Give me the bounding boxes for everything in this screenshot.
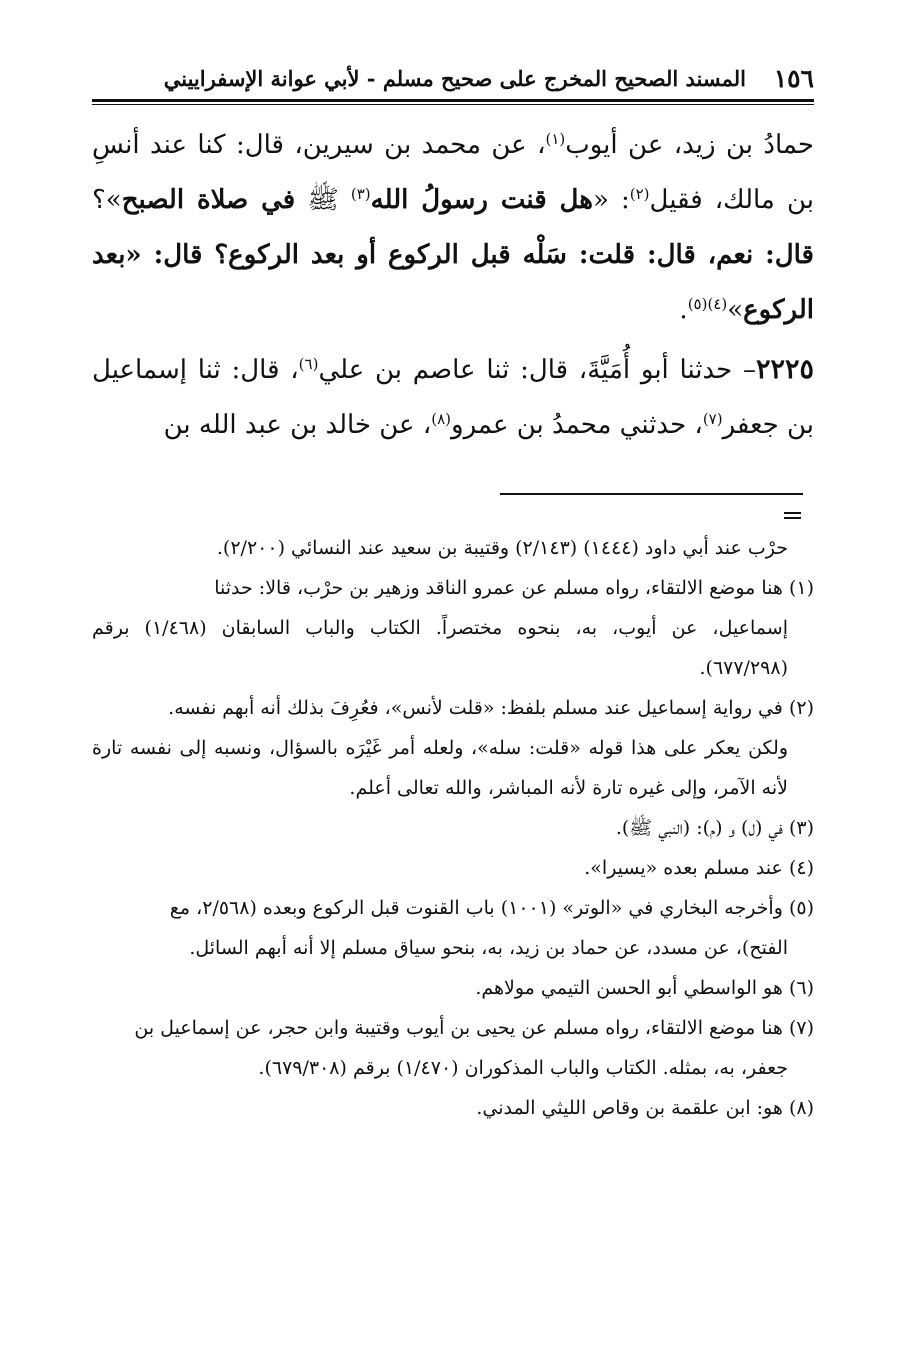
footnote-7: (٧) هنا موضع الالتقاء، رواه مسلم عن يحيى بن أيوب وقتيبة وابن حجر، عن إسماعيل بن جعفر، به، بمثله. الكتاب والباب المذكوران (١/٤٧٠) برقم (٦٧٩/٣٠٨). [134,1017,814,1079]
footnote-2: (٢) في رواية إسماعيل عند مسلم بلفظ: «قلت لأنس»، فعُرِفَ بذلك أنه أبهم نفسه. ولكن يعكر على هذا قوله «قلت: سله»، ولعله أمر غَيْرَه بالسؤال، ونسبه إلى نفسه تارة لأنه الآمر، وإلى غيره تارة لأنه المباشر، والله تعالى أعلم. [92,697,814,799]
footnote-ref: (٧) [702,410,723,428]
footnote-8: (٨) هو: ابن علقمة بن وقاص الليثي المدني. [476,1097,814,1119]
footnotes [92,528,814,1128]
footnote-ref: (١) [545,130,566,148]
footnote-ref: (٣) [350,185,371,203]
running-title: المسند الصحيح المخرج على صحيح مسلم - لأبي عوانة الإسفراييني [163,66,746,91]
footnote-continuation: حرْب عند أبي داود (١٤٤٤) (٢/١٤٣) وقتيبة بن سعيد عند النسائي (٢/٢٠٠). [216,537,788,559]
footnote-ref: (٨) [431,410,452,428]
footnote-4: (٤) عند مسلم بعده «يسيرا». [584,857,814,879]
main-text [92,118,814,453]
footnote-6: (٦) هو الواسطي أبو الحسن التيمي مولاهم. [475,977,814,999]
footnote-ref: (٦) [298,355,319,373]
footnote-ref: (٢) [629,185,650,203]
footnote-1: (١) هنا موضع الالتقاء، رواه مسلم عن عمرو الناقد وزهير بن حرْب، قالا: حدثنا إسماعيل، عن أيوب، به، بنحوه مختصراً. الكتاب والباب السابقان (١/٤٦٨) برقم (٦٧٧/٢٩٨). [92,577,814,679]
footnote-separator [500,493,803,495]
bold-quote: هل قنت رسولُ الله [370,185,593,215]
footnote-ref: (٤)(٥) [687,295,728,313]
paragraph-continuation: حمادُ بن زيد، عن أيوب$^{(١)}$، عن محمد بن سيرين، قال: كنا عند أنسِ بن مالك، فقيل$^{(٢)}$: «هل قنت رسولُ الله$^{(٣)}$ ﷺ في صلاة الصبح»؟ قال: نعم، قال: قلت: سَلْه قبل الركوع أو بعد الركوع؟ قال: «بعد الركوع»$^{(٤)(٥)}$. [92,130,815,325]
hadith-paragraph: ٢٢٢٥– حدثنا أبو أُمَيَّةَ، قال: ثنا عاصم بن علي$^{(٦)}$، قال: ثنا إسماعيل بن جعفر$^{(٧)}$، حدثني محمدُ بن عمرو$^{(٨)}$، عن خالد بن عبد الله بن [92,354,815,440]
hadith-number: ٢٢٢٥ [756,354,815,385]
bold-quote: في صلاة الصبح [121,185,296,215]
bold-quote: قال: نعم، قال: قلت: سَلْه قبل الركوع أو بعد الركوع؟ قال: «بعد الركوع [92,240,814,325]
page-number: ١٥٦ [773,64,814,93]
page-header [92,62,814,102]
header-rule [92,99,814,102]
continuation-mark [784,512,801,522]
footnote-3: (٣) في (ل) و (م): (النبي ﷺ). [615,817,814,839]
header-rule-thin [92,104,814,105]
footnote-5: (٥) وأخرجه البخاري في «الوتر» (١٠٠١) باب القنوت قبل الركوع وبعده (٢/٥٦٨، مع الفتح)، عن مسدد، عن حماد بن زيد، به، بنحو سياق مسلم إلا أنه أبهم السائل. [169,897,814,959]
